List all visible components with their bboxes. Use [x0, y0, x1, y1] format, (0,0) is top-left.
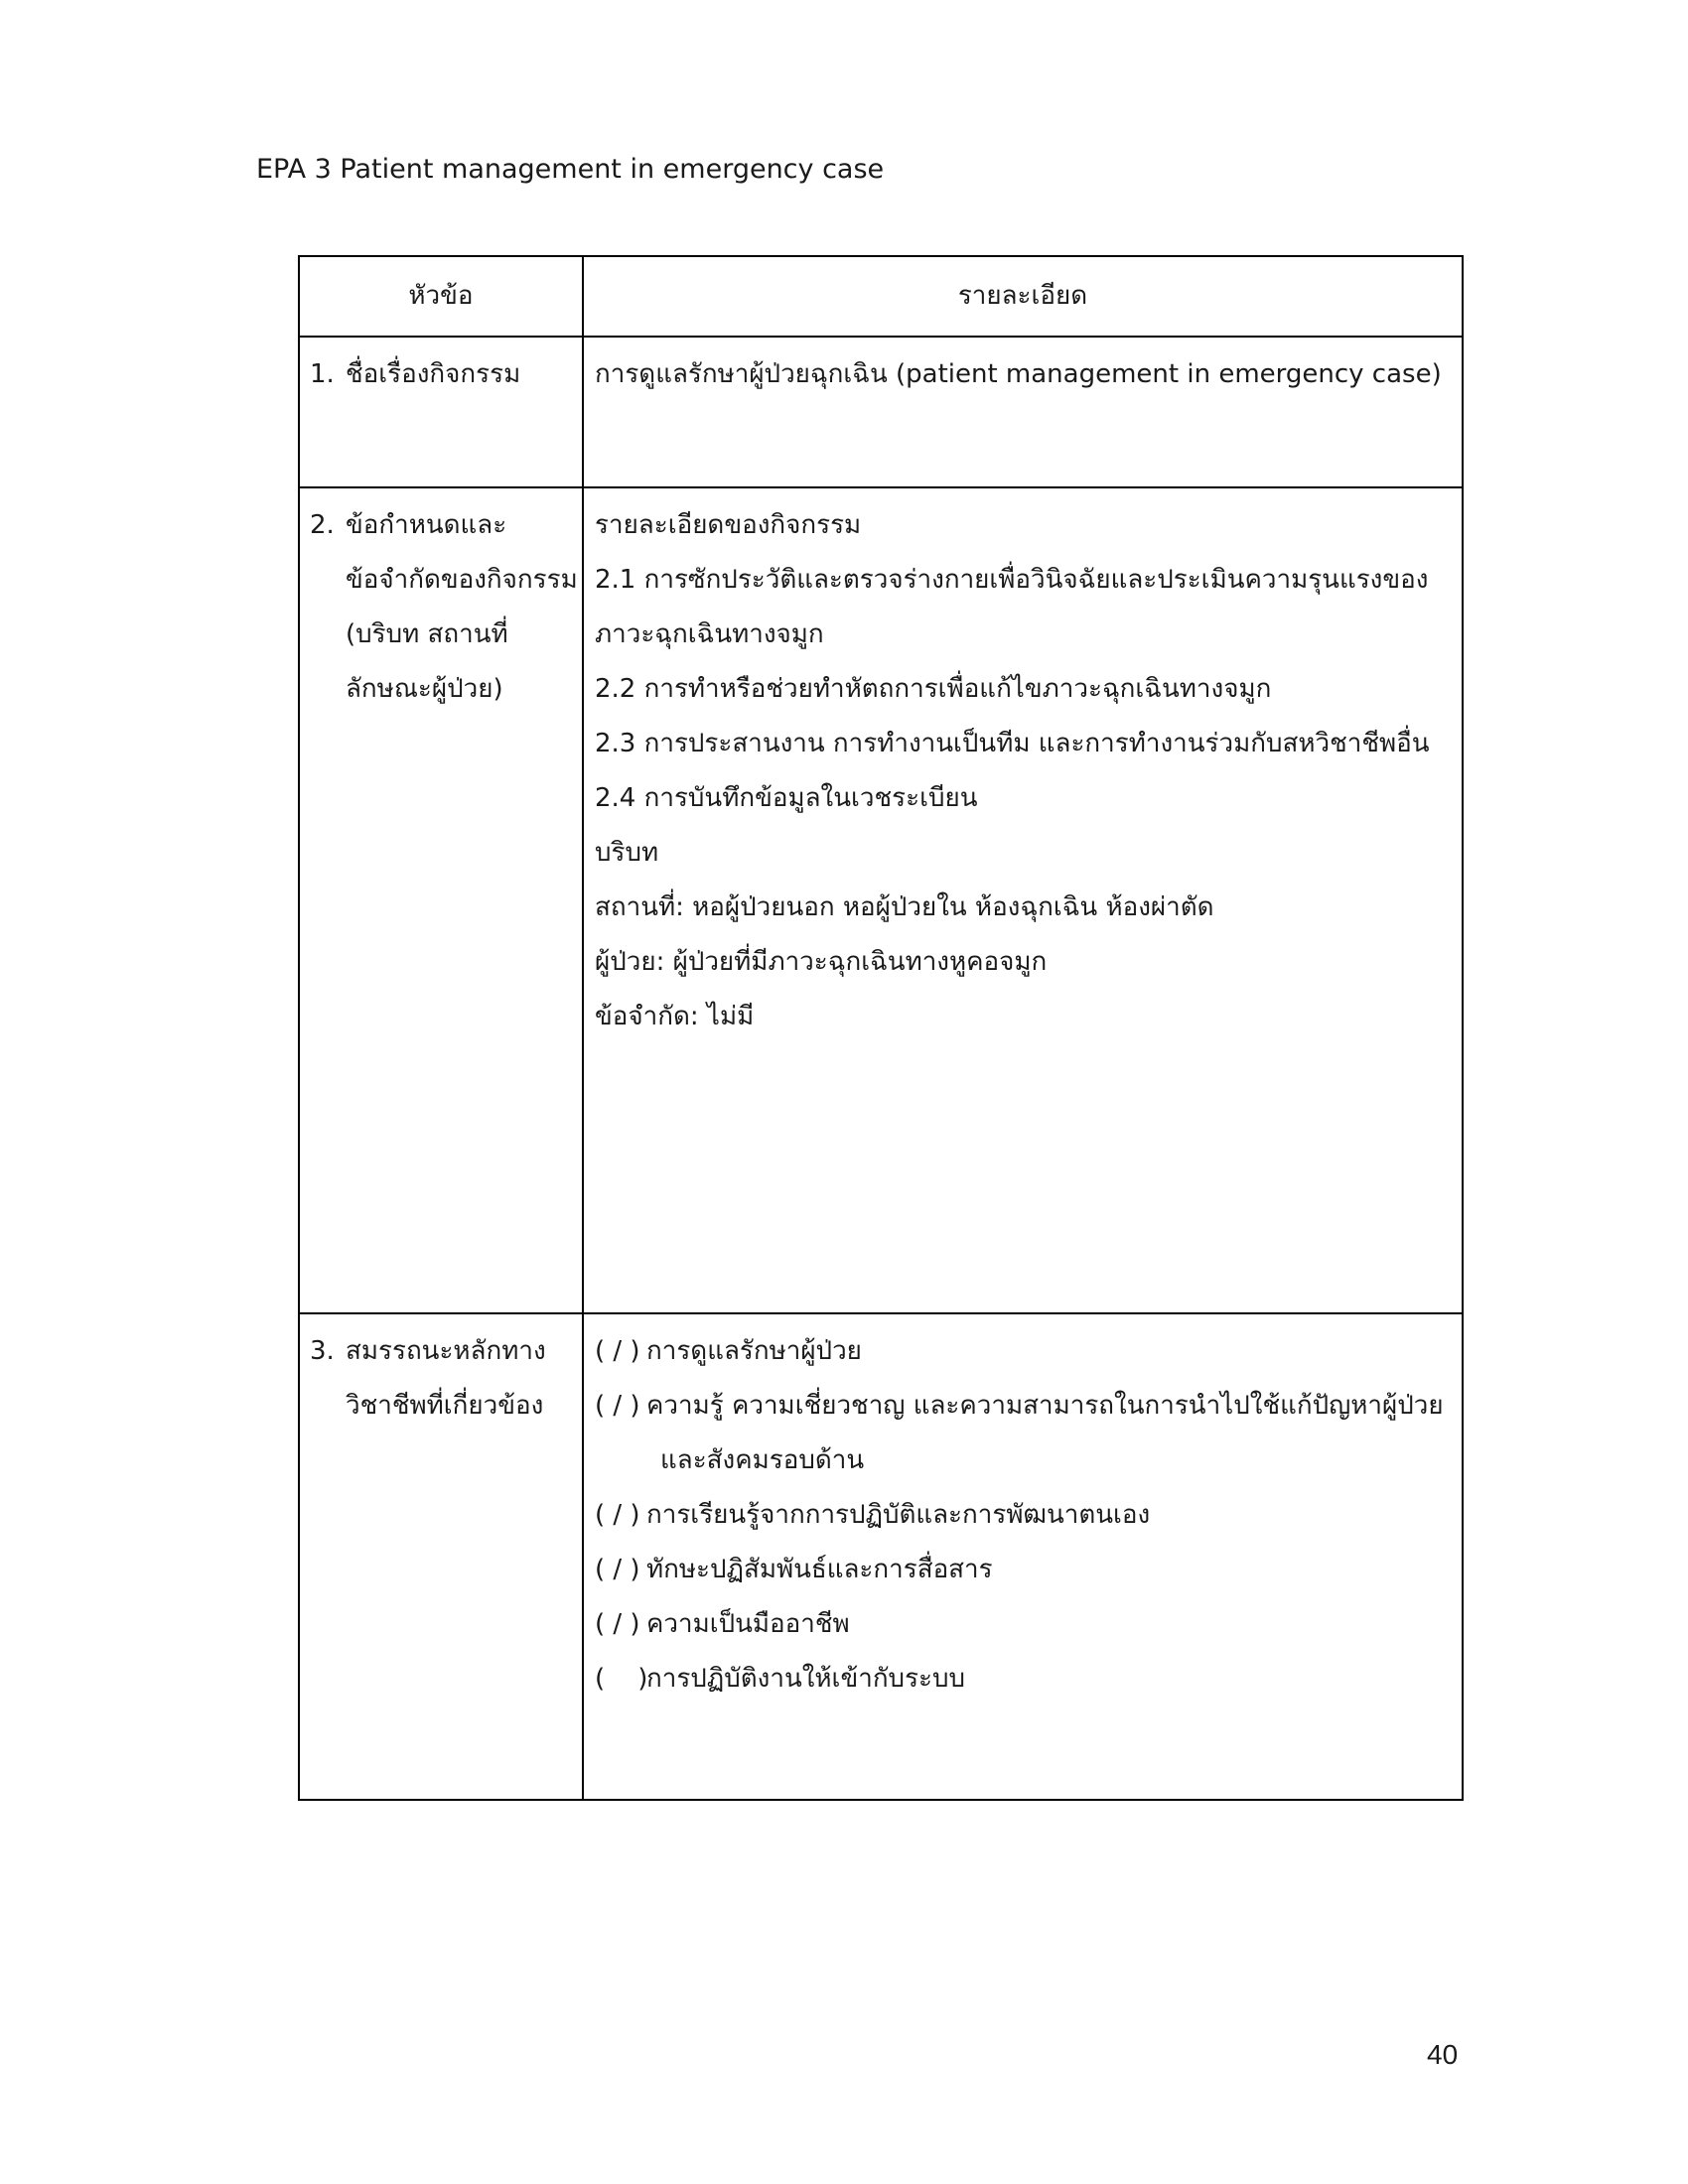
checkbox-mark: ( / ): [595, 1555, 640, 1584]
table-row-requirements: [299, 487, 1463, 1313]
row-number-3: 3.: [310, 1336, 335, 1366]
row-number-1: 1.: [310, 359, 335, 389]
topic-cell-2: [299, 487, 583, 1313]
competency-item: [595, 1543, 1448, 1597]
topic-line: วิชาชีพที่เกี่ยวข้อง: [346, 1391, 544, 1421]
checkbox-mark: ( / ): [595, 1391, 640, 1421]
topic-line: (บริบท สถานที่: [346, 619, 508, 649]
competency-label: ทักษะปฏิสัมพันธ์และการสื่อสาร: [646, 1555, 993, 1584]
context-place: สถานที่: หอผู้ป่วยนอก หอผู้ป่วยใน ห้องฉุกเฉิน ห้องผ่าตัด: [595, 892, 1214, 922]
checkbox-mark: ( / ): [595, 1609, 640, 1639]
competency-item: [595, 1652, 1448, 1706]
detail-item-2-1: 2.1 การซักประวัติและตรวจร่างกายเพื่อวินิจฉัยและประเมินความรุนแรงของ: [595, 565, 1429, 595]
document-title: EPA 3 Patient management in emergency case: [256, 154, 885, 185]
topic-line: ลักษณะผู้ป่วย): [346, 674, 503, 704]
context-heading: บริบท: [595, 838, 659, 868]
row-number-2: 2.: [310, 510, 335, 540]
activity-name-text: การดูแลรักษาผู้ป่วยฉุกเฉิน (patient management in emergency case): [595, 359, 1442, 389]
competency-label: การเรียนรู้จากการปฏิบัติและการพัฒนาตนเอง: [646, 1500, 1151, 1530]
header-detail: รายละเอียด: [583, 256, 1463, 337]
page-number: 40: [1427, 2039, 1459, 2070]
competency-label: ความเป็นมืออาชีพ: [646, 1609, 850, 1639]
topic-activity-name: ชื่อเรื่องกิจกรรม: [346, 359, 521, 389]
detail-cell-3: [583, 1313, 1463, 1800]
topic-cell-1: [299, 337, 583, 487]
detail-item-2-3: 2.3 การประสานงาน การทำงานเป็นทีม และการทำงานร่วมกับสหวิชาชีพอื่น: [595, 729, 1430, 758]
competency-item: [595, 1379, 1448, 1433]
competency-item: [595, 1324, 1448, 1379]
checkbox-mark: ( / ): [595, 1500, 640, 1530]
detail-cell-2: [583, 487, 1463, 1313]
epa-table: [298, 255, 1464, 1801]
context-limitation: ข้อจำกัด: ไม่มี: [595, 1002, 755, 1031]
context-patient: ผู้ป่วย: ผู้ป่วยที่มีภาวะฉุกเฉินทางหูคอจมูก: [595, 947, 1048, 977]
header-topic: หัวข้อ: [299, 256, 583, 337]
competency-label: การดูแลรักษาผู้ป่วย: [646, 1336, 862, 1366]
topic-line: ข้อกำหนดและ: [346, 510, 507, 540]
table-row-activity-name: [299, 337, 1463, 487]
table-row-competencies: [299, 1313, 1463, 1800]
topic-line: สมรรถนะหลักทาง: [346, 1336, 546, 1366]
competency-label-continued: และสังคมรอบด้าน: [660, 1445, 865, 1475]
topic-cell-3: [299, 1313, 583, 1800]
table-header-row: [299, 256, 1463, 337]
competency-item: [595, 1488, 1448, 1543]
detail-cell-1: [583, 337, 1463, 487]
detail-item-2-4: 2.4 การบันทึกข้อมูลในเวชระเบียน: [595, 783, 978, 813]
competency-label: ความรู้ ความเชี่ยวชาญ และความสามารถในการนำไปใช้แก้ปัญหาผู้ป่วย: [646, 1391, 1444, 1421]
activity-details-heading: รายละเอียดของกิจกรรม: [595, 510, 862, 540]
checkbox-mark: ( ): [595, 1664, 648, 1694]
detail-item-2-2: 2.2 การทำหรือช่วยทำหัตถการเพื่อแก้ไขภาวะฉุกเฉินทางจมูก: [595, 674, 1272, 704]
checkbox-mark: ( / ): [595, 1336, 640, 1366]
detail-item-2-1-continued: ภาวะฉุกเฉินทางจมูก: [595, 619, 824, 649]
topic-line: ข้อจำกัดของกิจกรรม: [346, 565, 578, 595]
competency-item: [595, 1597, 1448, 1652]
competency-label: การปฏิบัติงานให้เข้ากับระบบ: [646, 1664, 966, 1694]
